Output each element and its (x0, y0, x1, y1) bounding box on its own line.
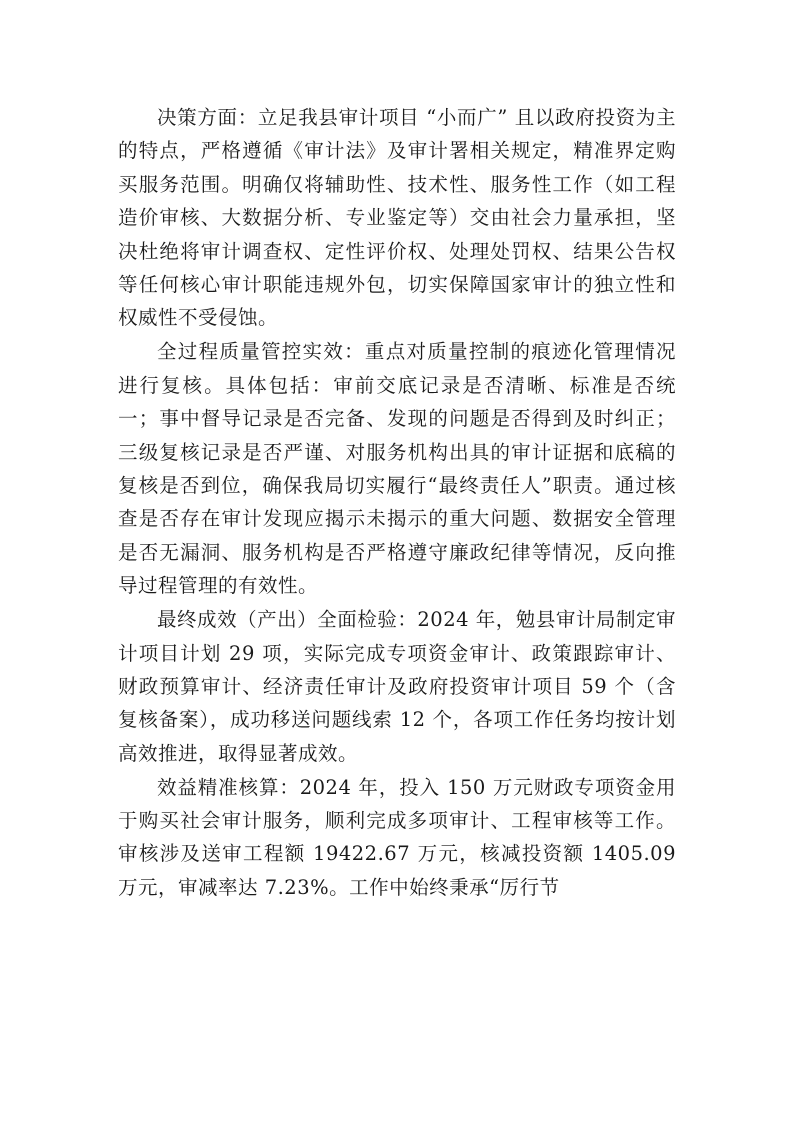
paragraph-final-results: 最终成效（产出）全面检验：2024 年，勉县审计局制定审计项目计划 29 项，实际完成专项资金审计、政策跟踪审计、财政预算审计、经济责任审计及政府投资审计项目 59 个（含复核备案），成功移送问题线索 12 个，各项工作任务均按计划高效推进，取得显著成效。 (118, 608, 676, 765)
document-body (118, 101, 676, 904)
paragraph-quality-control: 全过程质量管控实效：重点对质量控制的痕迹化管理情况进行复核。具体包括：审前交底记录是否清晰、标准是否统一；事中督导记录是否完备、发现的问题是否得到及时纠正；三级复核记录是否严谨、对服务机构出具的审计证据和底稿的复核是否到位，确保我局切实履行“最终责任人”职责。通过核查是否存在审计发现应揭示未揭示的重大问题、数据安全管理是否无漏洞、服务机构是否严格遵守廉政纪律等情况，反向推导过程管理的有效性。 (118, 340, 676, 598)
paragraph-decision: 决策方面：立足我县审计项目 “小而广” 且以政府投资为主的特点，严格遵循《审计法》及审计署相关规定，精准界定购买服务范围。明确仅将辅助性、技术性、服务性工作（如工程造价审核、大数据分析、专业鉴定等）交由社会力量承担，坚决杜绝将审计调查权、定性评价权、处理处罚权、结果公告权等任何核心审计职能违规外包，切实保障国家审计的独立性和权威性不受侵蚀。 (118, 106, 676, 330)
paragraph-benefit-accounting: 效益精准核算：2024 年，投入 150 万元财政专项资金用于购买社会审计服务，顺利完成多项审计、工程审核等工作。审核涉及送审工程额 19422.67 万元，核减投资额 1405.09 万元，审减率达 7.23%。工作中始终秉承“厉行节 (118, 775, 676, 899)
